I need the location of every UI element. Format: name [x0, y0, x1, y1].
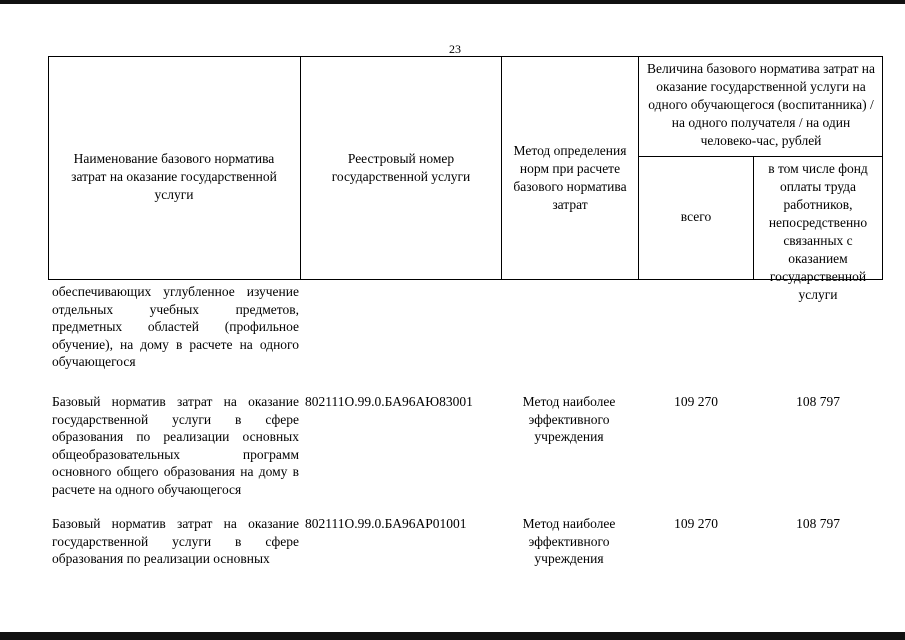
- header-total-label: всего: [680, 209, 712, 224]
- row-2-total: 109 270: [674, 516, 718, 531]
- row-1-total: 109 270: [674, 394, 718, 409]
- row-0-name: обеспечивающих углубленное изучение отдельных учебных предметов, предметных областей (профильное обучение), на дому в расчете на одного обучающегося: [52, 284, 299, 369]
- row-2-method: Метод наиболее эффективного учреждения: [522, 516, 616, 566]
- page-bottom-edge: [0, 632, 905, 640]
- page-top-edge: [0, 0, 905, 4]
- row-1-registry: 802111О.99.0.БА96АЮ83001: [305, 394, 473, 409]
- row-1-name: Базовый норматив затрат на оказание государственной услуги в сфере образования по реализации основных общеобразовательных программ основного общего образования на дому в расчете на одного обучающегося: [52, 394, 299, 497]
- row-2-payroll: 108 797: [796, 516, 840, 531]
- header-name-label: Наименование базового норматива затрат на оказание государственной услуги: [71, 151, 277, 202]
- header-registry-label: Реестровый номер государственной услуги: [331, 151, 471, 184]
- header-group-label: Величина базового норматива затрат на оказание государственной услуги на одного обучающегося (воспитанника) / на одного получателя / на один человеко-час, рублей: [646, 61, 875, 148]
- page-number: 23: [449, 42, 461, 56]
- row-2-name: Базовый норматив затрат на оказание государственной услуги в сфере образования по реализации основных: [52, 516, 299, 566]
- row-1-payroll: 108 797: [796, 394, 840, 409]
- header-payroll-label: в том числе фонд оплаты труда работников, непосредственно связанных с оказанием государственной услуги: [768, 161, 868, 302]
- header-method-label: Метод определения норм при расчете базового норматива затрат: [513, 143, 627, 212]
- row-1-method: Метод наиболее эффективного учреждения: [522, 394, 616, 444]
- row-2-registry: 802111О.99.0.БА96АР01001: [305, 516, 467, 531]
